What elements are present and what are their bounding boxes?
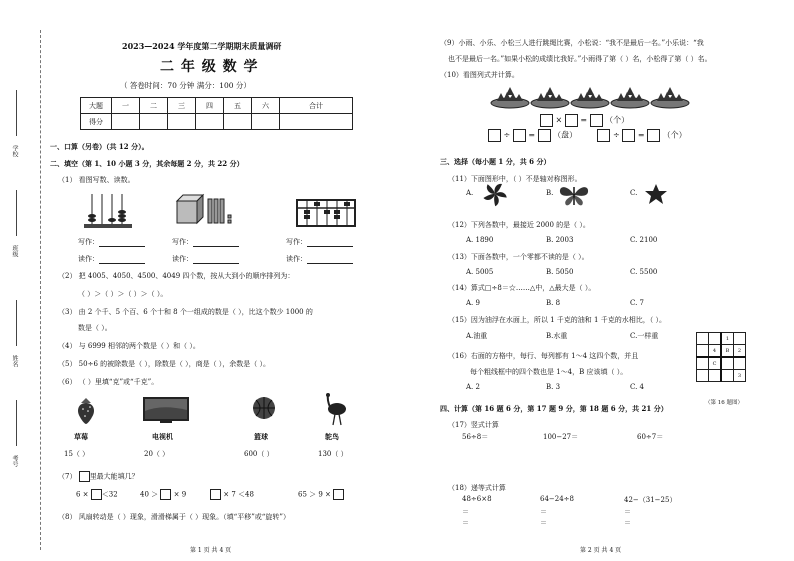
q10-row2 xyxy=(488,129,687,142)
score-header-cell: 五 xyxy=(224,98,252,114)
expr-text: ＜32 xyxy=(101,490,118,499)
q7-expr-3 xyxy=(210,489,254,500)
q10-text: （10）看图列式并计算。 xyxy=(440,71,519,79)
binding-underline xyxy=(16,190,17,236)
score-header-cell: 大题 xyxy=(81,98,112,114)
q18-item-3: 42−（31−25） xyxy=(624,496,677,504)
score-cell[interactable] xyxy=(252,114,280,130)
q18-eq: ＝ xyxy=(540,519,547,527)
q1-read-a xyxy=(78,254,145,264)
q17-item-1: 56÷8＝ xyxy=(462,433,489,441)
q12-opt-b[interactable]: B. 2003 xyxy=(546,236,574,244)
q16-opt-a[interactable]: A. 2 xyxy=(466,383,480,391)
q16-line1: （16）右面的方格中，每行、每列都有 1～4 这四个数，并且 xyxy=(448,352,639,360)
subject-title: 二 年 级 数 学 xyxy=(160,59,259,75)
q13-opt-b[interactable]: B. 5050 xyxy=(546,268,574,276)
answer-box[interactable] xyxy=(565,114,578,127)
answer-box[interactable] xyxy=(333,489,344,500)
q11-opt-c-label[interactable]: C. xyxy=(630,189,638,197)
q15-opt-c[interactable]: C.一样重 xyxy=(630,332,659,340)
answer-box[interactable] xyxy=(513,129,526,142)
q6-item-ostrich: 鸵鸟 xyxy=(325,432,339,441)
q15-opt-b[interactable]: B.水重 xyxy=(546,332,568,340)
q14-opt-b[interactable]: B. 8 xyxy=(546,299,561,307)
grid-cell: 2 xyxy=(734,345,746,358)
score-header-cell: 合计 xyxy=(280,98,353,114)
q2-text: （2） 把 4005、4050、4500、4049 四个数，按从大到小的顺序排列为： xyxy=(58,272,295,280)
abacus-image xyxy=(82,190,134,230)
write-label: 写作： xyxy=(286,238,307,246)
operator: = xyxy=(580,115,588,125)
sudoku-grid xyxy=(696,332,746,382)
grid-cell: 1 xyxy=(721,333,734,345)
answer-box[interactable] xyxy=(540,114,553,127)
unit: （个） xyxy=(605,115,630,125)
q16-line2: 每个粗线框中的四个数也是 1～4，B 应该填（ ）。 xyxy=(470,368,628,376)
read-label: 读作： xyxy=(172,255,193,263)
q11-opt-b-label[interactable]: B. xyxy=(546,189,554,197)
basketball-image xyxy=(252,396,276,420)
write-label: 写作： xyxy=(172,238,193,246)
q18-eq: ＝ xyxy=(462,519,469,527)
expr-text: 65 ＞ 9 × xyxy=(298,490,331,499)
score-table xyxy=(80,97,353,130)
q13-text: （13）下面各数中，一个零都不读的是（ ）。 xyxy=(448,253,589,261)
score-cell[interactable] xyxy=(280,114,353,130)
q7-expr-4 xyxy=(298,489,344,500)
q1-read-b xyxy=(172,254,239,264)
q5-text: （5） 50÷6 的被除数是（ ），除数是（ ），商是（ ），余数是（ ）。 xyxy=(58,360,271,368)
q12-opt-c[interactable]: C. 2100 xyxy=(630,236,658,244)
dumpling-plates-image xyxy=(490,84,722,110)
q7-text xyxy=(58,471,139,482)
grid-cell xyxy=(697,357,709,370)
unit: （盘） xyxy=(553,130,578,140)
grid-cell xyxy=(697,333,709,345)
score-cell: 得分 xyxy=(81,114,112,130)
section-calc: 四、计算（第 16 题 6 分，第 17 题 9 分，第 18 题 6 分，共 21 分） xyxy=(440,404,668,413)
expr-text: 6 × xyxy=(76,490,89,499)
score-table-header-row xyxy=(81,98,353,114)
binding-underline xyxy=(16,400,17,446)
q6-item-tv: 电视机 xyxy=(152,432,173,441)
operator: ÷ xyxy=(613,130,620,140)
q6-fill-strawberry: 15（ ） xyxy=(64,450,90,458)
q11-text: （11）下面图形中，（ ）不是轴对称图形。 xyxy=(448,175,582,183)
write-blank[interactable] xyxy=(193,239,239,247)
expr-text: × 7 ＜48 xyxy=(223,490,254,499)
read-label: 读作： xyxy=(78,255,99,263)
grid-cell: 3 xyxy=(734,370,746,382)
score-header-cell: 三 xyxy=(168,98,196,114)
strawberry-image xyxy=(74,397,98,425)
q14-text: （14）算式□÷8＝☆……△中，△最大是（ ）。 xyxy=(448,284,596,292)
q11-opt-a-label[interactable]: A. xyxy=(466,189,474,197)
binding-dashed-line xyxy=(40,30,41,550)
q15-text: （15）因为油浮在水面上，所以 1 千克的油和 1 千克的水相比，（ ）。 xyxy=(448,316,666,324)
score-header-cell: 四 xyxy=(196,98,224,114)
q16-opt-c[interactable]: C. 4 xyxy=(630,383,645,391)
grid-cell xyxy=(697,345,709,358)
star-image xyxy=(644,183,668,205)
grid-cell xyxy=(709,370,722,382)
grid-cell: 4 xyxy=(709,345,722,358)
ostrich-image xyxy=(322,392,348,426)
score-cell[interactable] xyxy=(140,114,168,130)
q1-text: （1） 看图写数、读数。 xyxy=(58,176,135,184)
q6-fill-ostrich: 130（ ） xyxy=(318,450,348,458)
read-blank[interactable] xyxy=(193,256,239,264)
q8-text: （8） 风扇转动是（ ）现象，滑滑梯属于（ ）现象。（填“平移”或“旋转”） xyxy=(58,513,290,521)
grid-cell xyxy=(734,333,746,345)
grid-cell xyxy=(721,370,734,382)
grid-cell xyxy=(734,357,746,370)
counting-frame-image xyxy=(295,190,357,230)
binding-label-name: 姓名 xyxy=(11,355,18,367)
q6-text: （6） （ ）里填“克”或“千克”。 xyxy=(58,378,159,386)
q18-item-2: 64−24÷8 xyxy=(540,495,574,503)
score-table-score-row xyxy=(81,114,353,130)
q7-expr-2 xyxy=(140,489,186,500)
page-number-left: 第 1 页 共 4 页 xyxy=(190,547,232,554)
q13-opt-a[interactable]: A. 5005 xyxy=(466,268,494,276)
score-cell[interactable] xyxy=(196,114,224,130)
q1-write-b xyxy=(172,237,239,247)
binding-label-school: 学校 xyxy=(11,145,18,157)
q17-item-3: 60÷7＝ xyxy=(637,433,664,441)
q18-text: （18）递等式计算 xyxy=(448,484,506,492)
q10-row1 xyxy=(540,114,629,127)
q15-opt-a[interactable]: A.油重 xyxy=(466,332,488,340)
q18-eq: ＝ xyxy=(624,508,631,516)
grid-caption: （第 16 题图） xyxy=(705,400,743,406)
q18-item-1: 48÷6×8 xyxy=(462,495,492,503)
q4-text: （4） 与 6999 相邻的两个数是（ ）和（ ）。 xyxy=(58,342,200,350)
q7-number: （7） xyxy=(58,472,79,481)
answer-box[interactable] xyxy=(91,489,102,500)
q17-text: （17）竖式计算 xyxy=(448,421,499,429)
q18-eq: ＝ xyxy=(624,519,631,527)
answer-box xyxy=(79,471,90,482)
read-label: 读作： xyxy=(286,255,307,263)
exam-title: 2023—2024 学年度第二学期期末质量调研 xyxy=(122,41,282,51)
score-header-cell: 二 xyxy=(140,98,168,114)
q16-opt-b[interactable]: B. 3 xyxy=(546,383,561,391)
q17-item-2: 100−27＝ xyxy=(543,433,579,441)
operator: = xyxy=(637,130,645,140)
score-header-cell: 一 xyxy=(112,98,140,114)
grid-cell xyxy=(721,357,734,370)
unit: （个） xyxy=(662,130,687,140)
answer-box[interactable] xyxy=(488,129,501,142)
section-choice: 三、选择（每小题 1 分，共 6 分） xyxy=(440,157,551,166)
answer-box[interactable] xyxy=(210,489,221,500)
answer-box[interactable] xyxy=(597,129,610,142)
grid-cell: C xyxy=(709,357,722,370)
q1-read-c xyxy=(286,254,353,264)
q18-eq: ＝ xyxy=(540,508,547,516)
operator: × xyxy=(555,115,563,125)
q14-opt-c[interactable]: C. 7 xyxy=(630,299,645,307)
binding-underline xyxy=(16,90,17,136)
q12-text: （12）下列各数中，最接近 2000 的是（ ）。 xyxy=(448,221,590,229)
section-fill: 二、填空（第 1、10 小题 3 分，其余每题 2 分，共 22 分） xyxy=(50,159,244,168)
q12-opt-a[interactable]: A. 1890 xyxy=(466,236,494,244)
binding-label-class: 班级 xyxy=(11,245,18,257)
write-blank[interactable] xyxy=(307,239,353,247)
q9-line2: 也不是最后一名。”如果小松的成绩比我好。”小雨得了第（ ）名，小松得了第（ ）名。 xyxy=(448,55,712,63)
q6-item-strawberry: 草莓 xyxy=(74,432,88,441)
score-header-cell: 六 xyxy=(252,98,280,114)
q1-write-a xyxy=(78,237,145,247)
exam-meta: （ 答卷时间：70 分钟 满分：100 分） xyxy=(120,81,251,90)
read-blank[interactable] xyxy=(99,256,145,264)
pinwheel-flower-image xyxy=(482,181,508,207)
q9-line1: （9）小雨、小乐、小松三人进行跳绳比赛，小松说：“我不是最后一名。”小乐说：“我 xyxy=(440,39,704,47)
read-blank[interactable] xyxy=(307,256,353,264)
score-cell[interactable] xyxy=(224,114,252,130)
operator: ÷ xyxy=(503,130,511,140)
base-ten-blocks-image xyxy=(175,193,235,231)
q6-fill-tv: 20（ ） xyxy=(144,450,170,458)
q13-opt-c[interactable]: C. 5500 xyxy=(630,268,658,276)
butterfly-image xyxy=(558,183,590,207)
answer-box[interactable] xyxy=(590,114,603,127)
binding-label-id: 考号 xyxy=(11,455,18,467)
answer-box[interactable] xyxy=(622,129,635,142)
expr-text: × 9 xyxy=(173,490,187,499)
q14-opt-a[interactable]: A. 9 xyxy=(466,299,480,307)
score-cell[interactable] xyxy=(168,114,196,130)
q3-line1: （3） 由 2 个千、5 个百、6 个十和 8 个一组成的数是（ ），比这个数少 1000 的 xyxy=(58,308,313,316)
answer-box[interactable] xyxy=(647,129,660,142)
q18-eq: ＝ xyxy=(462,508,469,516)
answer-box[interactable] xyxy=(538,129,551,142)
write-label: 写作： xyxy=(78,238,99,246)
q7-question: 里最大能填几？ xyxy=(89,472,139,481)
score-cell[interactable] xyxy=(112,114,140,130)
write-blank[interactable] xyxy=(99,239,145,247)
operator: = xyxy=(528,130,536,140)
grid-cell xyxy=(697,370,709,382)
q6-item-basketball: 篮球 xyxy=(254,432,268,441)
q6-fill-basketball: 600（ ） xyxy=(244,450,274,458)
section-oral: 一、口算（另卷）（共 12 分）。 xyxy=(50,142,149,151)
binding-margin xyxy=(0,0,44,561)
grid-cell: B xyxy=(721,345,734,358)
q3-line2: 数是（ ）。 xyxy=(78,324,112,332)
q7-expr-1 xyxy=(76,489,118,500)
expr-text: 40 ＞ xyxy=(140,490,159,499)
binding-underline xyxy=(16,300,17,346)
page-number-right: 第 2 页 共 4 页 xyxy=(580,547,622,554)
grid-cell xyxy=(709,333,722,345)
answer-box[interactable] xyxy=(160,489,171,500)
tv-image xyxy=(142,396,190,426)
q1-write-c xyxy=(286,237,353,247)
q2-order: （ ）＞（ ）＞（ ）＞（ ）。 xyxy=(78,290,168,298)
